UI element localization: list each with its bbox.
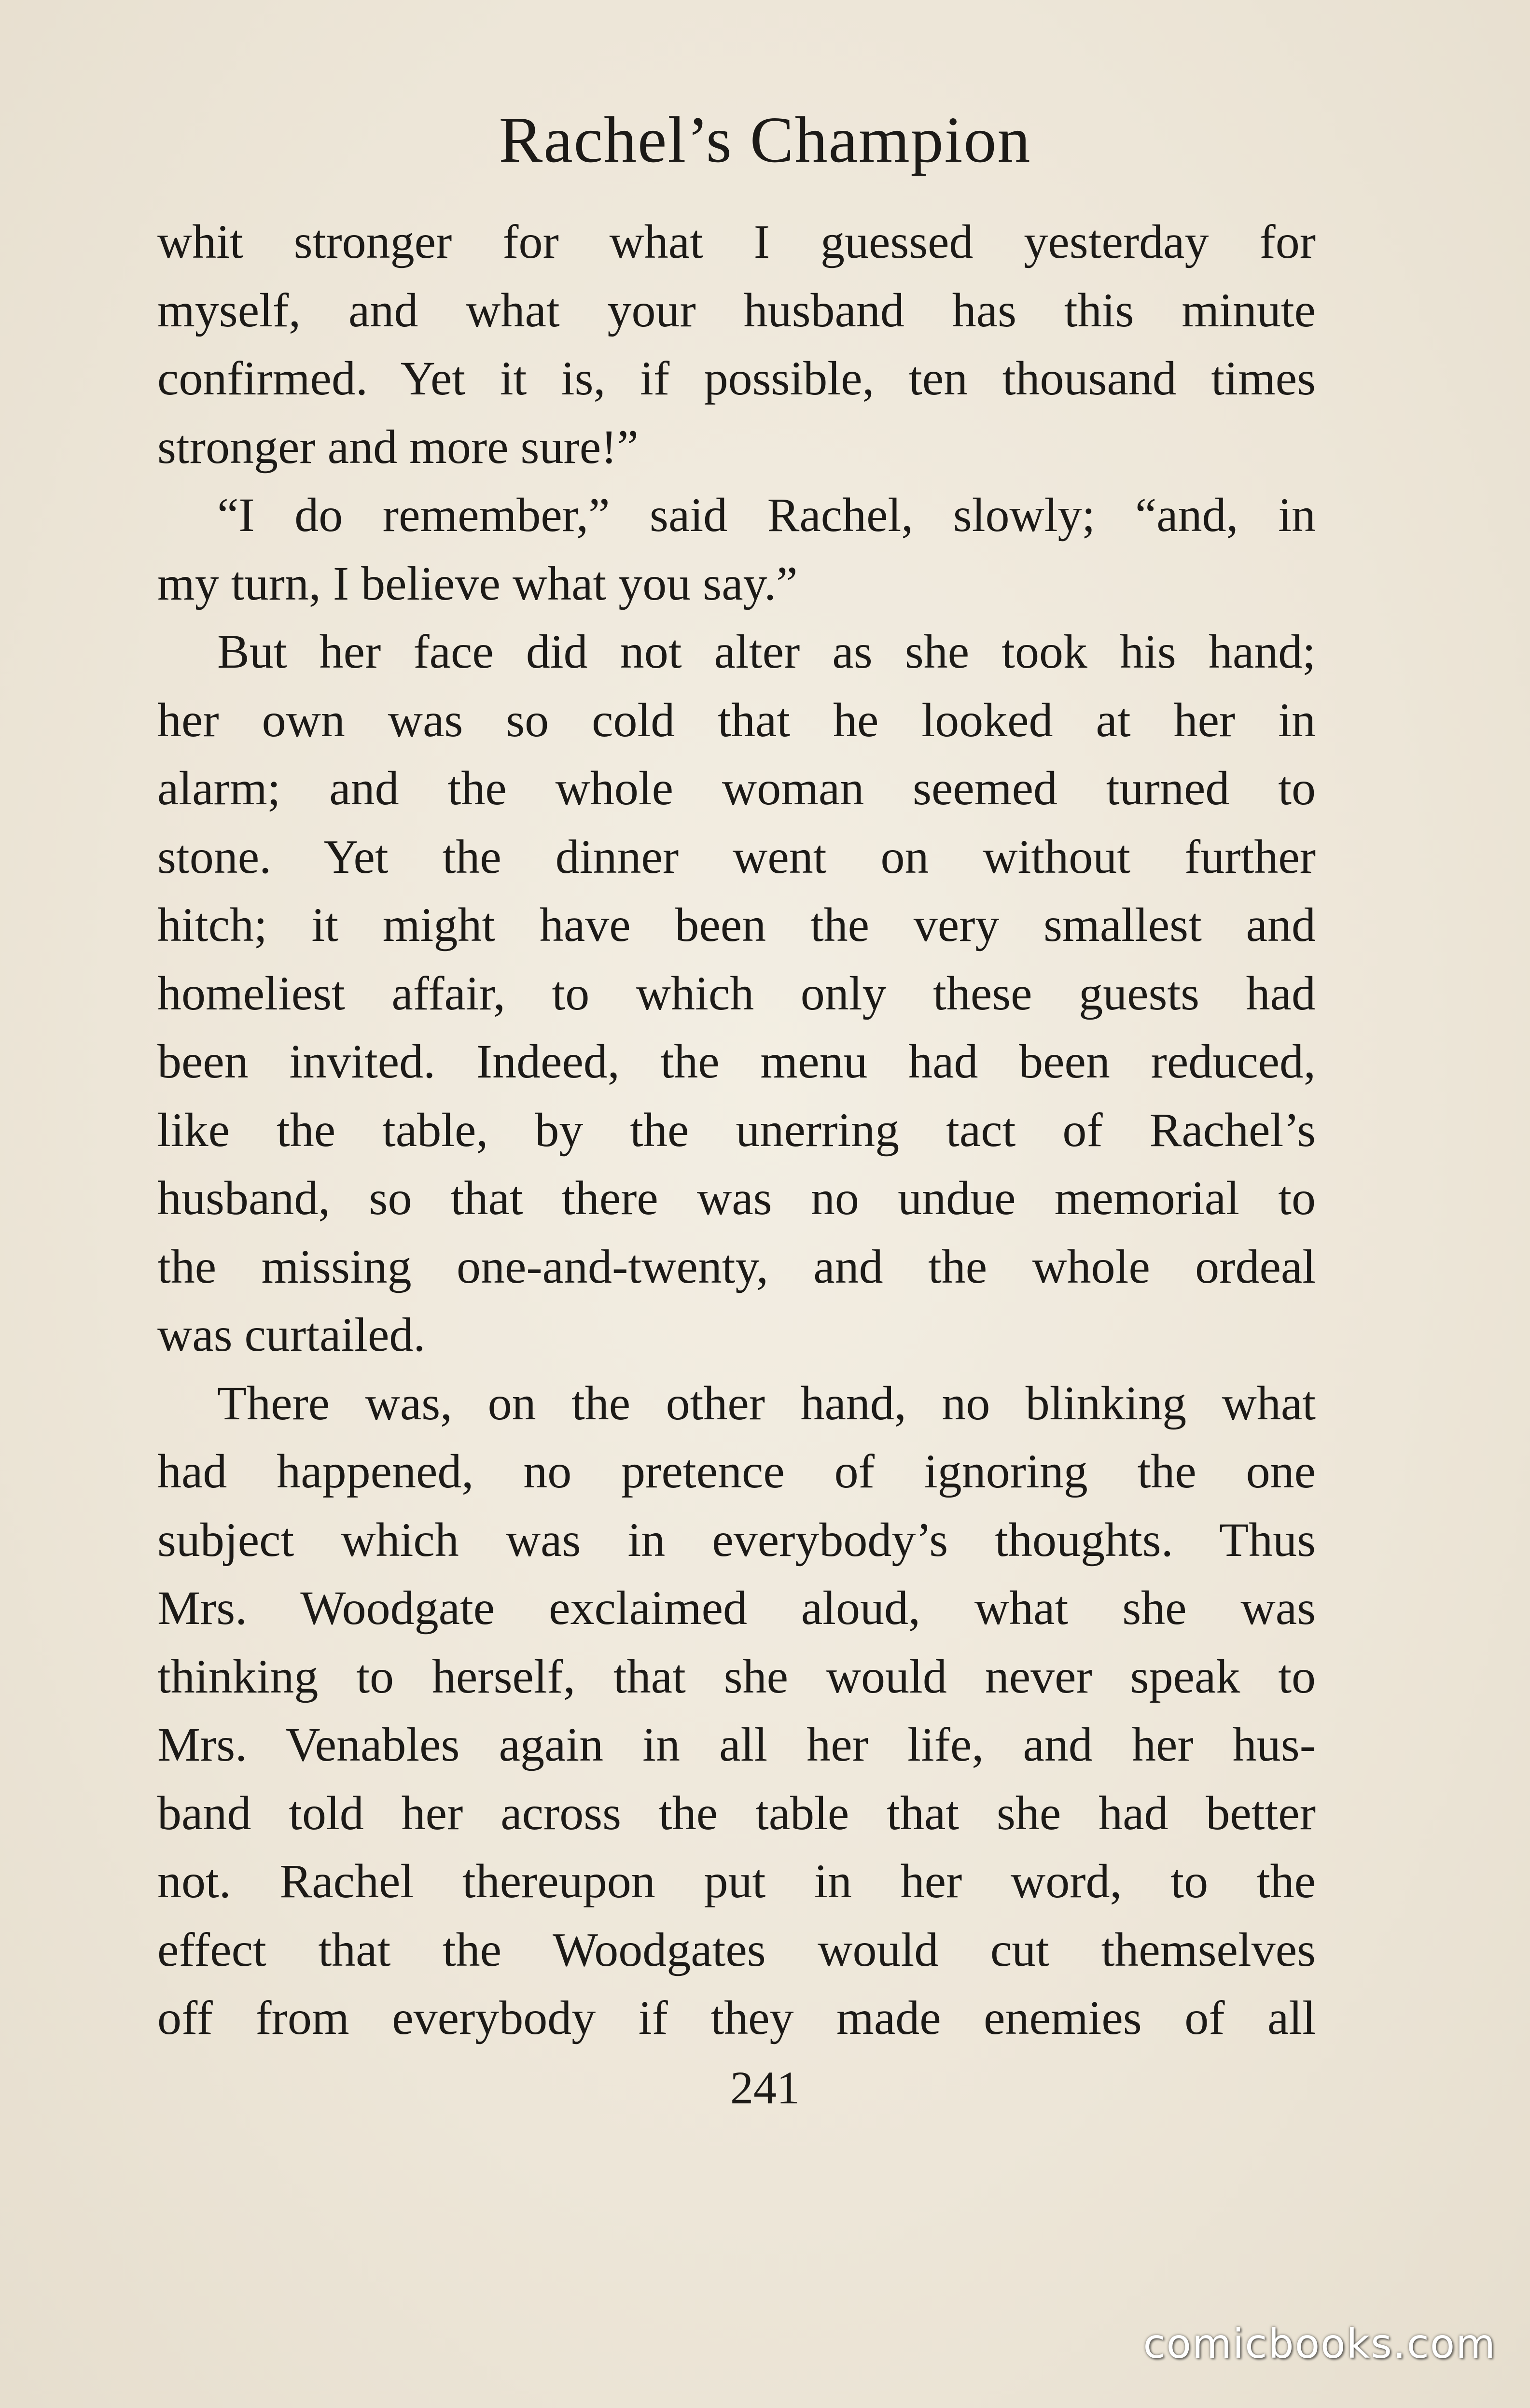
text-line: like the table, by the unerring tact of Rachel’s — [157, 1103, 1316, 1157]
text-line: husband, so that there was no undue memorial to — [157, 1171, 1316, 1225]
text-line: had happened, no pretence of ignoring the one — [157, 1444, 1316, 1498]
text-line: her own was so cold that he looked at her in — [157, 693, 1316, 747]
text-line: band told her across the table that she had better — [157, 1786, 1316, 1840]
text-line: myself, and what your husband has this minute — [157, 283, 1316, 337]
page-number: 241 — [730, 2062, 800, 2114]
text-line: been invited. Indeed, the menu had been reduced, — [157, 1035, 1316, 1088]
text-line: the missing one-and-twenty, and the whole ordeal — [157, 1239, 1316, 1293]
text-line: whit stronger for what I guessed yesterday for — [157, 215, 1316, 268]
text-line: Mrs. Venables again in all her life, and her hus- — [157, 1718, 1316, 1771]
text-line: my turn, I believe what you say.” — [157, 556, 798, 610]
text-line: off from everybody if they made enemies of all — [157, 1991, 1316, 2044]
body-text — [157, 208, 1316, 2052]
text-line: homeliest affair, to which only these guests had — [157, 966, 1316, 1020]
text-line: effect that the Woodgates would cut themselves — [157, 1922, 1316, 1976]
text-line: thinking to herself, that she would never speak to — [157, 1649, 1316, 1703]
text-line: subject which was in everybody’s thoughts. Thus — [157, 1512, 1316, 1567]
text-line: There was, on the other hand, no blinking what — [217, 1376, 1316, 1430]
text-line: stronger and more sure!” — [157, 420, 639, 474]
text-line: Mrs. Woodgate exclaimed aloud, what she was — [157, 1581, 1316, 1635]
text-line: confirmed. Yet it is, if possible, ten thousand times — [157, 351, 1316, 405]
text-line: stone. Yet the dinner went on without further — [157, 829, 1316, 883]
text-line: “I do remember,” said Rachel, slowly; “and, in — [217, 488, 1316, 542]
running-header: Rachel’s Champion — [499, 104, 1031, 176]
watermark-text: comicbooks.com — [1143, 2320, 1496, 2367]
text-line: But her face did not alter as she took his hand; — [217, 625, 1316, 678]
text-line: hitch; it might have been the very smallest and — [157, 898, 1316, 952]
text-line: not. Rachel thereupon put in her word, to the — [157, 1854, 1316, 1908]
text-line: was curtailed. — [157, 1308, 426, 1361]
text-line: alarm; and the whole woman seemed turned to — [157, 761, 1316, 815]
